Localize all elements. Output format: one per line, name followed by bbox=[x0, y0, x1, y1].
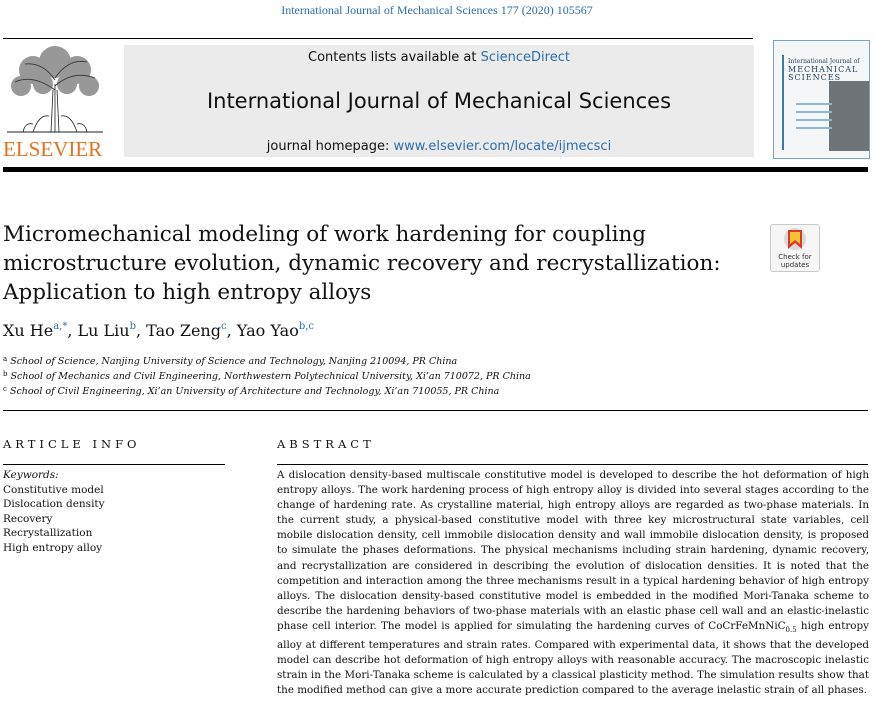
author-name[interactable]: Lu Liu bbox=[77, 321, 130, 340]
keyword-item: Dislocation density bbox=[3, 498, 105, 510]
abstract-text-part2: high entropy alloy at different temperatures and strain rates. Compared with experimental data, it shows that the developed model can describe hot deformation of high entropy alloys with reasonable accuracy. The macroscopic inelastic strain in the Mori-Tanaka scheme is calculated by a classical plasticity method. The simulation results show that the modified method can give a more accurate prediction compared to the average inelastic strain of all phases. bbox=[277, 619, 869, 697]
homepage-prefix: journal homepage: bbox=[266, 139, 390, 154]
keyword-item: Constitutive model bbox=[3, 483, 104, 496]
cover-image bbox=[829, 81, 869, 151]
elsevier-wordmark: ELSEVIER bbox=[3, 137, 103, 161]
author-name[interactable]: Xu He bbox=[3, 321, 54, 340]
journal-citation[interactable]: International Journal of Mechanical Sciences 177 (2020) 105567 bbox=[281, 3, 593, 17]
author-name[interactable]: Tao Zeng bbox=[146, 321, 221, 340]
affiliation-text: School of Civil Engineering, Xi’an University of Architecture and Technology, Xi’an 710055, PR China bbox=[9, 386, 500, 397]
journal-banner bbox=[124, 45, 754, 157]
formula-main: CoCrFeMnNiC bbox=[708, 619, 786, 632]
keyword-item: High entropy alloy bbox=[3, 541, 103, 554]
affiliation-mark: b bbox=[3, 370, 8, 378]
homepage-link[interactable]: www.elsevier.com/locate/ijmecsci bbox=[393, 139, 612, 154]
paper-title: Micromechanical modeling of work hardening for coupling microstructure evolution, dynamic recovery and recrystallization: Application to high entropy alloys bbox=[3, 222, 721, 305]
journal-cover-thumbnail[interactable] bbox=[773, 40, 870, 159]
affiliation-list bbox=[3, 353, 531, 398]
author-list: Xu $He^{a,*}$, Lu Liu$^b$, Tao Zeng$^c$, Yao Yao$^{b,c}$ bbox=[3, 321, 315, 340]
cover-line1: International Journal of bbox=[788, 58, 860, 65]
check-for-updates-label: Check for updates bbox=[778, 253, 812, 269]
abstract-body bbox=[277, 468, 869, 698]
author-marks[interactable]: b,c bbox=[298, 321, 315, 332]
cover-line3: SCIENCES bbox=[788, 73, 842, 83]
keyword-item: Recovery bbox=[3, 512, 53, 525]
affiliation-mark: c bbox=[3, 385, 7, 393]
formula-subscript: 0.5 bbox=[785, 626, 797, 634]
journal-title[interactable]: International Journal of Mechanical Sciences bbox=[206, 89, 672, 113]
alloy-formula bbox=[708, 620, 796, 632]
author-marks[interactable]: c bbox=[220, 321, 227, 332]
cover-title bbox=[788, 59, 864, 83]
cover-stripe bbox=[782, 55, 784, 150]
header-thick-rule bbox=[3, 167, 868, 172]
author-marks[interactable]: b bbox=[129, 321, 136, 332]
contents-prefix: Contents lists available at bbox=[308, 50, 477, 65]
header-rule bbox=[3, 38, 753, 39]
article-info-rule bbox=[3, 464, 225, 465]
check-for-updates-button[interactable] bbox=[770, 224, 820, 272]
author-name[interactable]: Yao Yao bbox=[236, 321, 299, 340]
abstract-rule bbox=[277, 464, 868, 465]
affiliation-item bbox=[3, 383, 531, 398]
keywords-label: Keywords: bbox=[3, 469, 59, 481]
homepage-line bbox=[124, 139, 754, 154]
affiliation-item bbox=[3, 353, 531, 368]
keyword-item: Recrystallization bbox=[3, 527, 93, 539]
bookmark-icon bbox=[771, 225, 819, 253]
abstract-heading: ABSTRACT bbox=[277, 437, 375, 451]
keywords-block bbox=[3, 468, 105, 555]
article-info-heading: ARTICLE INFO bbox=[3, 437, 141, 451]
affiliation-text: School of Science, Nanjing University of Science and Technology, Nanjing 210094, PR China bbox=[10, 356, 458, 367]
abstract-text-part1: A dislocation density-based multiscale constitutive model is developed to describe the hot deformation of high entropy alloys. The work hardening process of high entropy alloy is divided into several stages according to the change of hardening rate. As crystalline material, high entropy alloys are regarded as two-phase materials. In the current study, a physical-based constitutive model with three key microstructural state variables, cell mobile dislocation density, cell immobile dislocation density and wall immobile dislocation density, is proposed to simulate the phases deformations. The physical mechanisms including strain hardening, dynamic recovery, and recrystallization are considered in describing the evolution of dislocation densities. It is noted that the competition and interaction among the three mechanisms result in a typical hardening behavior of high entropy alloys. The dislocation density-based constitutive model is embedded in the modified Mori-Tanaka scheme to describe the hardening behaviors of two-phase materials with an elastic phase cell wall and an elastic-inelastic phase cell interior. The model is applied for simulating the hardening curves of bbox=[277, 469, 869, 632]
affiliation-text: School of Mechanics and Civil Engineering, Northwestern Polytechnical University, Xi’an 710072, PR China bbox=[10, 371, 531, 382]
sciencedirect-link[interactable]: ScienceDirect bbox=[480, 50, 570, 65]
contents-line bbox=[124, 50, 754, 65]
affiliation-item bbox=[3, 368, 531, 383]
cover-text-lines bbox=[796, 103, 832, 135]
section-divider bbox=[3, 410, 868, 411]
cover-line2: MECHANICAL bbox=[788, 64, 859, 74]
author-marks[interactable]: a,* bbox=[53, 321, 68, 332]
affiliation-mark: a bbox=[3, 355, 8, 363]
elsevier-tree-icon bbox=[3, 44, 107, 136]
